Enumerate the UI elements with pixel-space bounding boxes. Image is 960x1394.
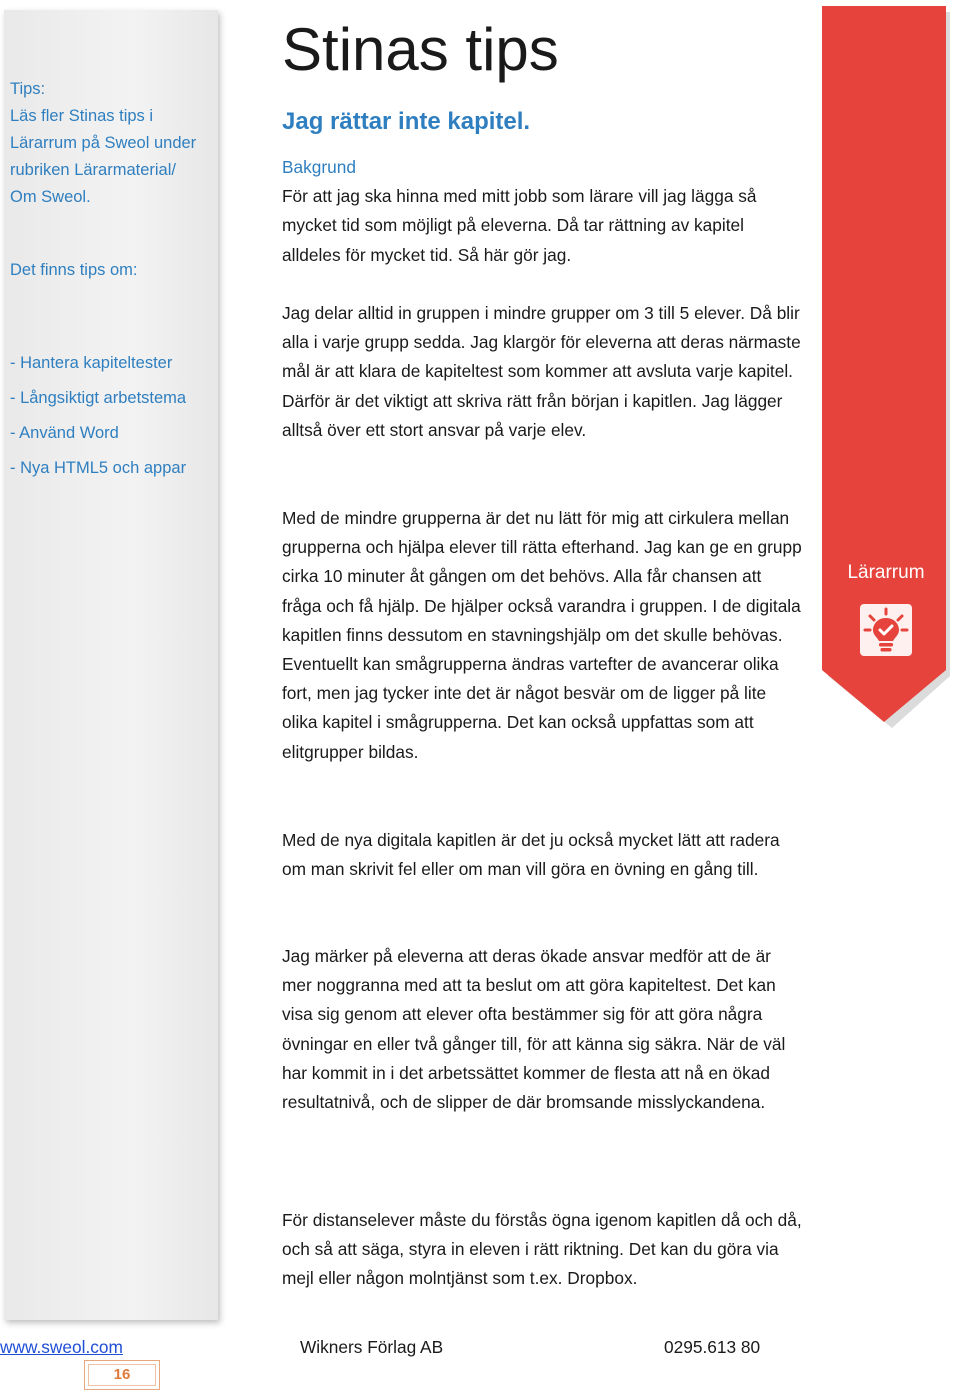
ribbon-label: Lärarrum: [847, 562, 925, 583]
tips-line: rubriken Lärarmaterial/: [10, 161, 176, 179]
topic-item: - Nya HTML5 och appar: [10, 459, 187, 477]
footer-phone: 0295.613 80: [664, 1337, 761, 1357]
tips-heading: Tips:: [10, 80, 46, 98]
tips-line: Läs fler Stinas tips i: [10, 107, 154, 125]
body-paragraph: Med de nya digitala kapitlen är det ju också mycket lätt att radera om man skrivit fel eller om man vill göra en övning en gång till.: [282, 830, 780, 880]
intro-text: För att jag ska hinna med mitt jobb som lärare vill jag lägga så mycket tid som möjligt på eleverna. Då tar rättning av kapitel alldeles för mycket tid. Så här gör jag.: [282, 186, 757, 265]
body-paragraph: Jag märker på eleverna att deras ökade ansvar medför att de är mer noggranna med att ta beslut om att göra kapiteltest. Det kan visa sig genom att elever ofta bestämmer sig för att göra några övningar en eller två gånger till, för att känna sig säkra. När de väl har kommit in i det arbetssättet kommer de flesta att nå en ökad resultatnivå, och de slipper de där bromsande misslyckandena.: [282, 946, 786, 1113]
background-heading: Bakgrund: [282, 157, 356, 177]
footer: [0, 1335, 960, 1359]
intro-paragraph: [282, 153, 802, 270]
body-paragraph: För distanselever måste du förstås ögna igenom kapitlen då och då, och så att säga, styra in eleven i rätt riktning. Det kan du göra via mejl eller någon molntjänst som t.ex. Dropbox.: [282, 1210, 802, 1289]
footer-company: Wikners Förlag AB: [300, 1337, 444, 1357]
sidebar-tips: [10, 76, 215, 211]
page-title: Stinas tips: [282, 16, 559, 83]
article-subtitle: Jag rättar inte kapitel.: [282, 108, 531, 135]
tips-line: Om Sweol.: [10, 188, 91, 206]
body-paragraph: Jag delar alltid in gruppen i mindre grupper om 3 till 5 elever. Då blir alla i varje grupp sedda. Jag klargör för eleverna att deras närmaste mål är att klara de kapiteltest som kommer att avsluta varje kapitel. Därför är det viktigt att skriva rätt från början i kapitlen. Jag lägger alltså över ett stort ansvar på varje elev.: [282, 303, 801, 440]
lightbulb-icon: [860, 604, 912, 656]
sidebar: [4, 10, 218, 1320]
topic-item: - Hantera kapiteltester: [10, 354, 173, 372]
topic-item: - Använd Word: [10, 424, 119, 442]
topic-item: - Långsiktigt arbetstema: [10, 389, 187, 407]
tips-line: Lärarrum på Sweol under: [10, 134, 197, 152]
footer-website-link[interactable]: www.sweol.com: [0, 1337, 123, 1357]
topic-list: [10, 346, 186, 486]
body-paragraph: Med de mindre grupperna är det nu lätt för mig att cirkulera mellan grupperna och hjälpa elever till rätta efterhand. Jag kan ge en grupp cirka 10 minuter åt gången om det behövs. Alla får chansen att fråga och få hjälp. De hjälper också varandra i gruppen. I de digitala kapitlen finns dessutom en stavningshjälp om det skulle behövas. Eventuellt kan smågrupperna ändras vartefter de avancerar olika fort, men jag tycker inte det är något besvär om de ligger på lite olika kapitel i smågrupperna. Det kan också uppfattas som att elitgrupper bildas.: [282, 508, 802, 762]
page-number: 16: [84, 1360, 160, 1390]
topics-title-text: Det finns tips om:: [10, 261, 138, 279]
topics-title: [10, 257, 137, 284]
